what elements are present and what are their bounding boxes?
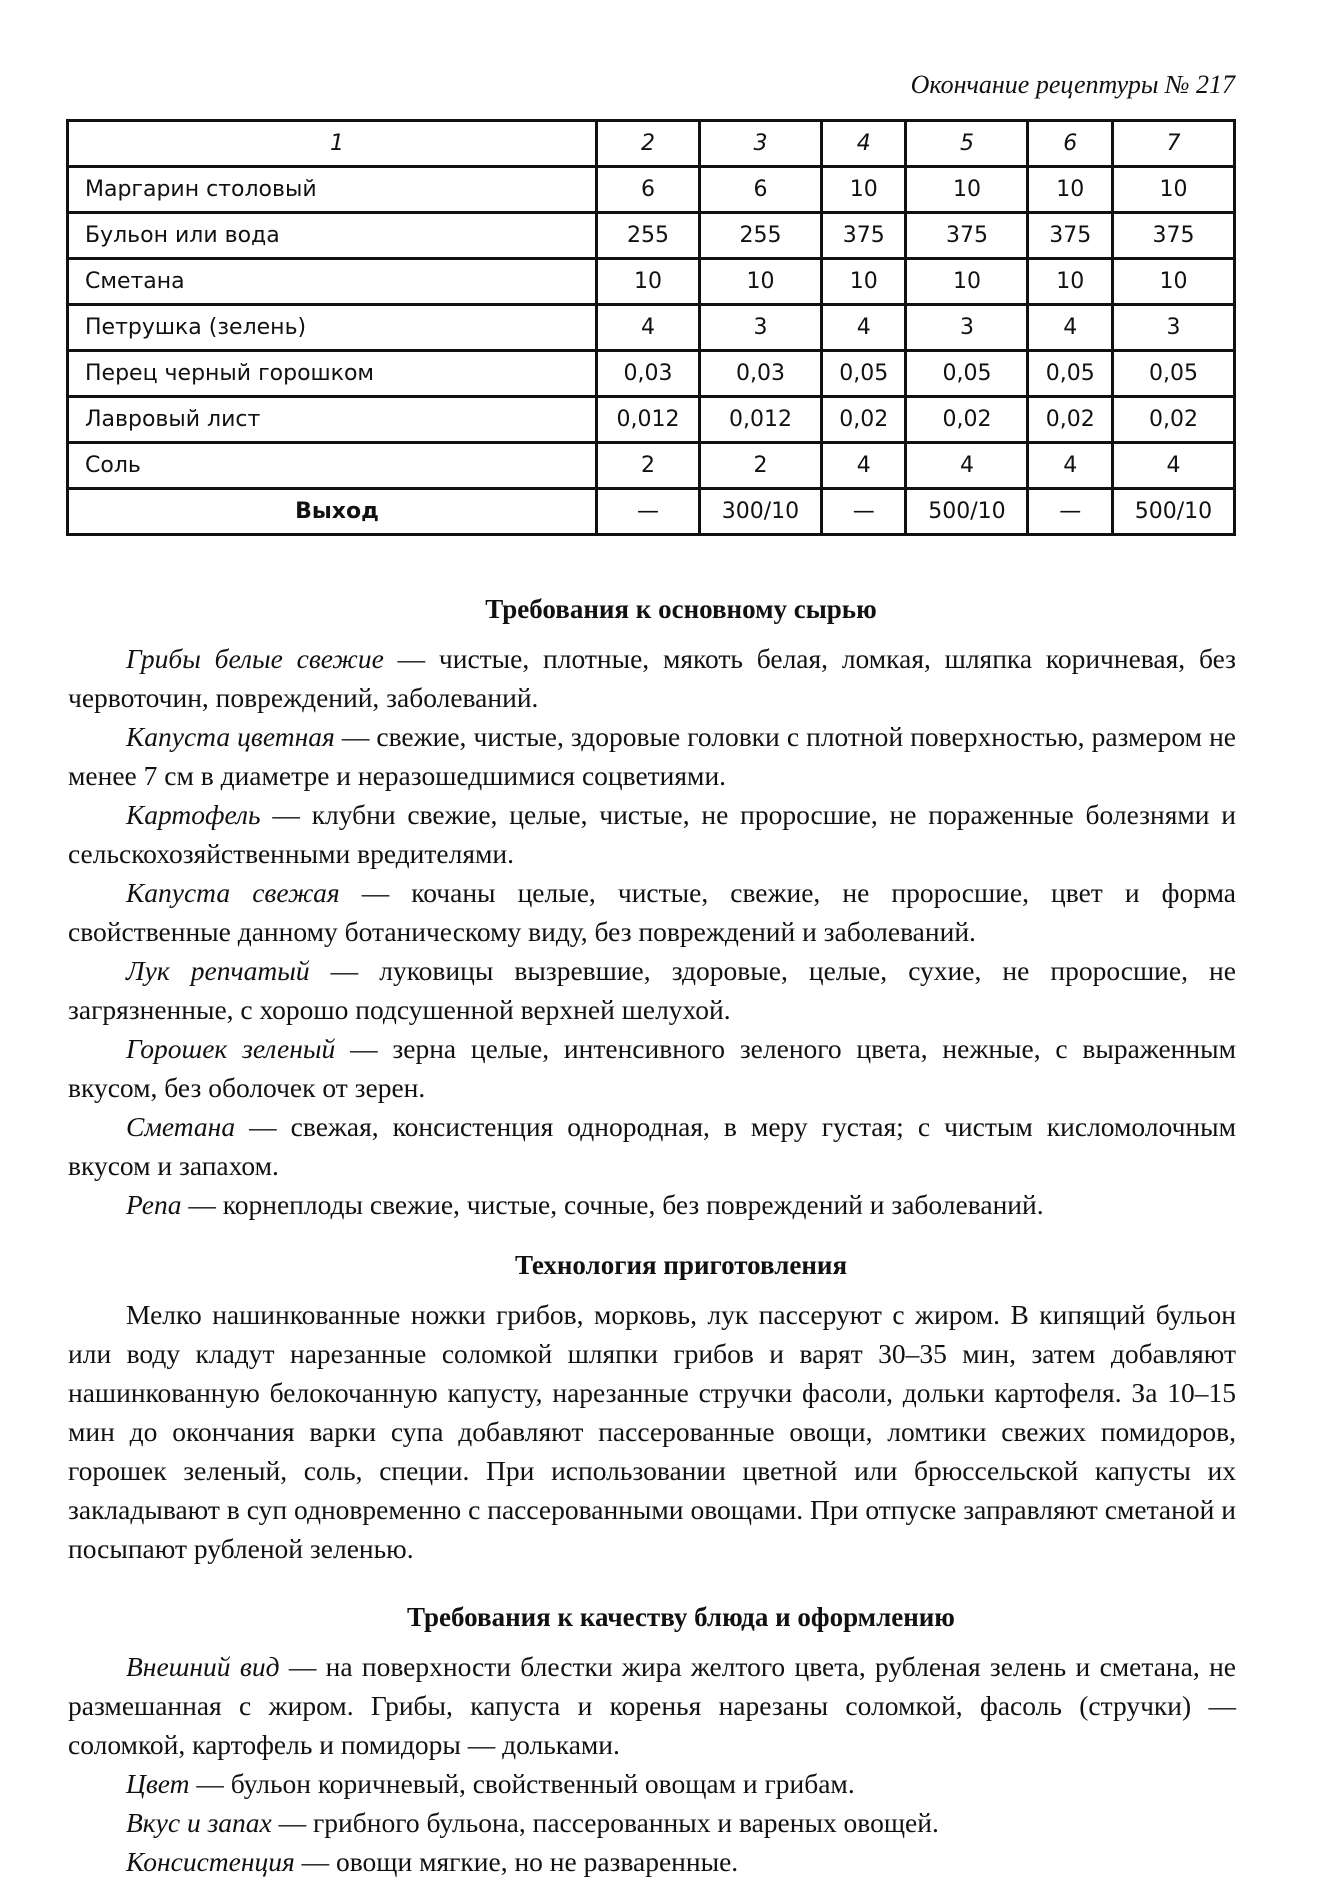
table-cell: 0,05	[821, 351, 905, 397]
table-cell: 6	[699, 167, 821, 213]
table-cell: —	[821, 489, 905, 535]
table-row	[68, 259, 1235, 305]
term: Внешний вид	[126, 1651, 280, 1682]
ingredient-name: Лавровый лист	[68, 397, 597, 443]
table-cell: 0,012	[699, 397, 821, 443]
column-header: 2	[597, 121, 700, 167]
description: — кочаны целые, чистые, свежие, не проросшие, цвет и форма свойственные данному ботаническому виду, без повреждений и заболеваний.	[68, 877, 1236, 947]
ingredient-name: Маргарин столовый	[68, 167, 597, 213]
table-cell: 0,05	[1112, 351, 1234, 397]
table-cell: 0,03	[597, 351, 700, 397]
technology-section	[68, 1246, 1236, 1568]
table-cell: 10	[821, 259, 905, 305]
table-cell: 10	[1112, 259, 1234, 305]
section-title: Требования к основному сырью	[485, 594, 877, 624]
term: Цвет	[126, 1768, 190, 1799]
table-cell: 255	[597, 213, 700, 259]
table-row	[68, 351, 1235, 397]
table-cell: 10	[906, 167, 1028, 213]
table-cell: 4	[821, 305, 905, 351]
term: Грибы белые свежие	[126, 643, 384, 674]
description: — корнеплоды свежие, чистые, сочные, без повреждений и заболеваний.	[181, 1189, 1044, 1220]
table-cell: 3	[906, 305, 1028, 351]
term: Сметана	[126, 1111, 236, 1142]
column-header: 6	[1028, 121, 1112, 167]
table-row	[68, 167, 1235, 213]
description: — бульон коричневый, свойственный овощам и грибам.	[189, 1768, 855, 1799]
raw-materials-section	[68, 590, 1237, 1224]
description: — овощи мягкие, но не разваренные.	[294, 1846, 739, 1877]
recipe-continuation-caption: Окончание рецептуры № 217	[910, 70, 1235, 99]
term: Картофель	[126, 799, 261, 830]
paragraph	[68, 1107, 1236, 1185]
table-cell: 375	[821, 213, 905, 259]
table-cell: 500/10	[906, 489, 1028, 535]
term: Капуста свежая	[126, 877, 340, 908]
table-cell: 10	[1028, 259, 1112, 305]
table-cell: 500/10	[1112, 489, 1234, 535]
table-cell: 10	[1112, 167, 1234, 213]
table-cell: 4	[1112, 443, 1234, 489]
ingredient-name: Сметана	[68, 259, 597, 305]
table-cell: 0,02	[906, 397, 1028, 443]
quality-section	[68, 1598, 1236, 1881]
table-cell: 4	[1028, 305, 1112, 351]
term: Репа	[126, 1189, 182, 1220]
description: — клубни свежие, целые, чистые, не проросшие, не пораженные болезнями и сельскохозяйственными вредителями.	[68, 799, 1236, 869]
table-cell: 4	[906, 443, 1028, 489]
table-cell: —	[1028, 489, 1112, 535]
table-cell: 2	[597, 443, 700, 489]
section-title: Требования к качеству блюда и оформлению	[407, 1602, 955, 1632]
ingredient-name: Перец черный горошком	[68, 351, 597, 397]
description: — зерна целые, интенсивного зеленого цвета, нежные, с выраженным вкусом, без оболочек от зерен.	[68, 1033, 1236, 1103]
table-cell: 10	[906, 259, 1028, 305]
paragraph	[68, 1647, 1236, 1764]
ingredient-name: Бульон или вода	[68, 213, 597, 259]
table-cell: 2	[699, 443, 821, 489]
description: — на поверхности блестки жира желтого цвета, рубленая зелень и сметана, не размешанная с жиром. Грибы, капуста и коренья нарезаны соломкой, фасоль (стручки) — соломкой, картофель и помидоры — дольками.	[68, 1651, 1236, 1760]
paragraph	[68, 1029, 1236, 1107]
table-cell: 10	[821, 167, 905, 213]
table-cell: 4	[597, 305, 700, 351]
paragraph	[68, 1842, 1236, 1881]
term: Консистенция	[126, 1846, 295, 1877]
description: — грибного бульона, пассерованных и вареных овощей.	[271, 1807, 939, 1838]
table-cell: 6	[597, 167, 700, 213]
table-cell: 4	[1028, 443, 1112, 489]
paragraph	[68, 1764, 1236, 1803]
table-cell: —	[597, 489, 700, 535]
table-cell: 10	[1028, 167, 1112, 213]
term: Вкус и запах	[126, 1807, 272, 1838]
paragraph	[68, 795, 1236, 873]
table-cell: 300/10	[699, 489, 821, 535]
description: — свежая, консистенция однородная, в меру густая; с чистым кисломолочным вкусом и запахом.	[68, 1111, 1236, 1181]
table-row	[68, 443, 1235, 489]
description: — свежие, чистые, здоровые головки с плотной поверхностью, размером не менее 7 см в диаметре и неразошедшимися соцветиями.	[68, 721, 1237, 791]
table-cell: 0,05	[906, 351, 1028, 397]
table-cell: 0,012	[597, 397, 700, 443]
ingredient-name: Соль	[68, 443, 597, 489]
table-cell: 10	[597, 259, 700, 305]
term: Горошек зеленый	[126, 1033, 336, 1064]
description: — луковицы вызревшие, здоровые, целые, сухие, не проросшие, не загрязненные, с хорошо подсушенной верхней шелухой.	[68, 955, 1236, 1025]
table-row	[68, 305, 1235, 351]
paragraph	[68, 717, 1236, 795]
term: Лук репчатый	[126, 955, 310, 986]
table-cell: 3	[699, 305, 821, 351]
table-cell: 0,02	[1112, 397, 1234, 443]
paragraph: Мелко нашинкованные ножки грибов, морковь, лук пассеруют с жиром. В кипящий бульон или воду кладут нарезанные соломкой шляпки грибов и варят 30–35 мин, затем добавляют нашинкованную белокочанную капусту, нарезанные стручки фасоли, дольки картофеля. За 10–15 мин до окончания варки супа добавляют пассерованные овощи, ломтики свежих помидоров, горошек зеленый, соль, специи. При использовании цветной или брюссельской капусты их закладывают в суп одновременно с пассерованными овощами. При отпуске заправляют сметаной и посыпают рубленой зеленью.	[68, 1299, 1236, 1564]
paragraph	[68, 1185, 1236, 1224]
recipe-table	[66, 119, 1236, 536]
description: — чистые, плотные, мякоть белая, ломкая, шляпка коричневая, без червоточин, повреждений, заболеваний.	[68, 643, 1236, 713]
table-cell: 0,05	[1028, 351, 1112, 397]
column-header: 1	[68, 121, 597, 167]
term: Капуста цветная	[126, 721, 335, 752]
table-cell: 255	[699, 213, 821, 259]
section-title: Технология приготовления	[514, 1250, 848, 1280]
table-row	[68, 397, 1235, 443]
table-cell: 375	[906, 213, 1028, 259]
table-cell: 375	[1112, 213, 1234, 259]
table-cell: 4	[821, 443, 905, 489]
column-header: 5	[906, 121, 1028, 167]
ingredient-name: Петрушка (зелень)	[68, 305, 597, 351]
paragraph	[68, 1803, 1236, 1842]
table-cell: 10	[699, 259, 821, 305]
column-header: 4	[821, 121, 905, 167]
paragraph	[68, 639, 1236, 717]
table-cell: 0,02	[821, 397, 905, 443]
table-yield-row	[68, 489, 1235, 535]
table-cell: 375	[1028, 213, 1112, 259]
table-cell: 0,03	[699, 351, 821, 397]
table-cell: 3	[1112, 305, 1234, 351]
paragraph	[68, 951, 1236, 1029]
table-cell: 0,02	[1028, 397, 1112, 443]
table-header-row	[68, 121, 1235, 167]
table-row	[68, 213, 1235, 259]
yield-label: Выход	[68, 489, 597, 535]
column-header: 7	[1112, 121, 1234, 167]
paragraph	[68, 873, 1236, 951]
column-header: 3	[699, 121, 821, 167]
